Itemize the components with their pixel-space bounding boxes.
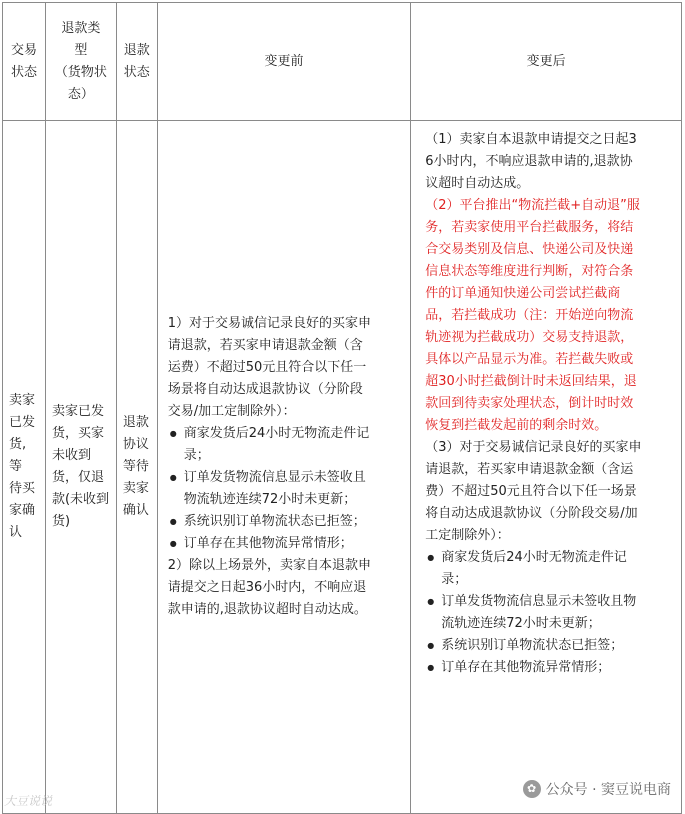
after-cell	[411, 121, 682, 814]
trade-status-cell: 卖家 已发 货,等 待买 家确 认	[3, 121, 46, 814]
before-cell	[157, 121, 411, 814]
refund-status-cell: 退款 协议 等待 卖家 确认	[116, 121, 157, 814]
list-item: ● 商家发货后24小时无物流走件记 录；	[184, 423, 405, 467]
rules-table	[2, 2, 682, 814]
before-paragraph-2: 2）除以上场景外，卖家自本退款申 请提交之日起36小时内，不响应退 款申请的,退款协议超时自动达成。	[167, 558, 371, 617]
before-bullet-list	[168, 423, 405, 555]
header-row	[3, 3, 682, 121]
header-refund-type: 退款类 型 （货物状 态）	[45, 3, 116, 121]
list-item: ● 系统识别订单物流状态已拒签；	[441, 635, 673, 657]
after-paragraph-3: （3）对于交易诚信记录良好的买家申 请退款，若买家申请退款金额（含运 费）不超过50元且符合以下任一场景 将自动达成退款协议（分阶段交易/加 工定制除外）：	[425, 440, 642, 543]
table-row	[3, 121, 682, 814]
refund-type-cell: 卖家已发 货，买家 未收到 货，仅退 款(未收到 货)	[45, 121, 116, 814]
header-before: 变更前	[157, 3, 411, 121]
after-bullet-list	[425, 547, 673, 679]
corner-watermark: 大豆说说	[4, 794, 53, 808]
list-item: ● 订单发货物流信息显示未签收且物 流轨迹连续72小时未更新；	[441, 591, 673, 635]
header-refund-status: 退款 状态	[116, 3, 157, 121]
wechat-watermark	[523, 779, 671, 799]
wechat-icon: ✿	[523, 780, 541, 798]
list-item: ● 订单存在其他物流异常情形；	[441, 657, 673, 679]
list-item: ● 订单存在其他物流异常情形；	[184, 533, 405, 555]
header-after: 变更后	[411, 3, 682, 121]
list-item: ● 系统识别订单物流状态已拒签；	[184, 511, 405, 533]
before-paragraph-1: 1）对于交易诚信记录良好的买家申 请退款，若买家申请退款金额（含 运费）不超过50元且符合以下任一 场景将自动达成退款协议（分阶段 交易/加工定制除外）：	[167, 316, 371, 419]
header-trade-status: 交易 状态	[3, 3, 46, 121]
after-paragraph-1: （1）卖家自本退款申请提交之日起3 6小时内，不响应退款申请的,退款协 议超时自动达成。	[425, 132, 637, 191]
list-item: ● 订单发货物流信息显示未签收且 物流轨迹连续72小时未更新；	[184, 467, 405, 511]
after-paragraph-2-highlight: （2）平台推出“物流拦截+自动退”服 务，若卖家使用平台拦截服务，将结 合交易类别及信息、快递公司及快递 信息状态等维度进行判断，对符合条 件的订单通知快递公司尝试拦截商 品，若拦截成功（注：开始逆向物流 轨迹视为拦截成功）交易支持退款， 具体以产品显示为准。若拦截失败或 超30小时拦截倒计时未返回结果，退 款回到待卖家处理状态，倒计时时效 恢复到拦截发起前的剩余时效。	[425, 198, 640, 433]
list-item: ● 商家发货后24小时无物流走件记 录；	[441, 547, 673, 591]
watermark-text: 公众号 · 窦豆说电商	[545, 782, 671, 798]
